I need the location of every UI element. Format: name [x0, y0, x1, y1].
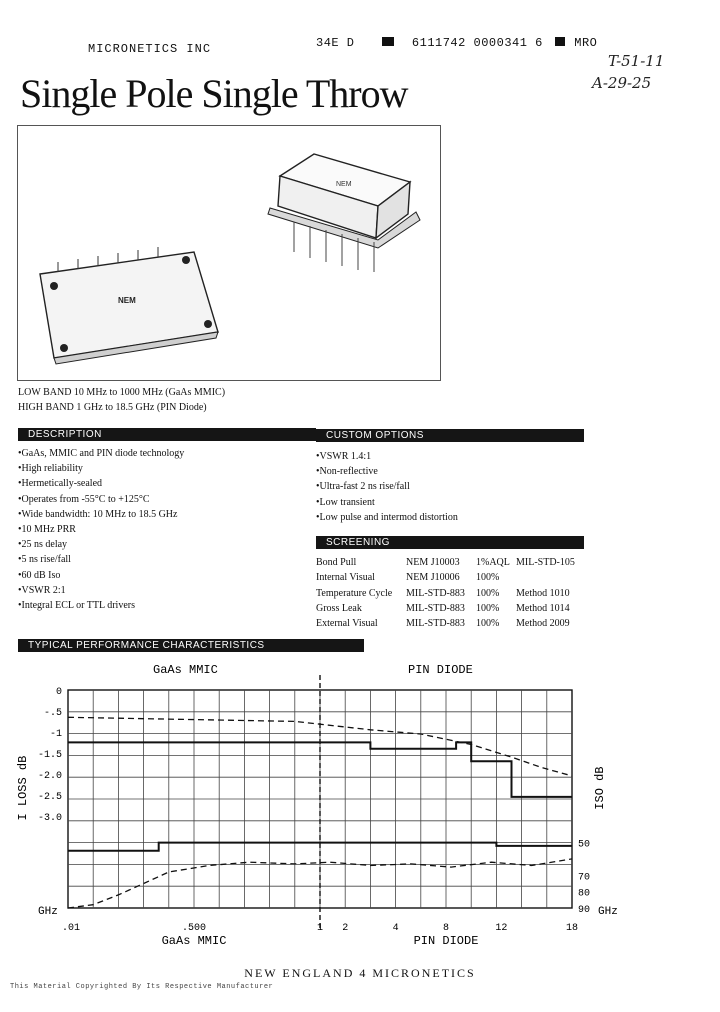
product-photo — [17, 125, 441, 381]
x-tick-left: .01 — [62, 923, 81, 934]
description-item: •VSWR 2:1 — [18, 584, 66, 596]
module-left-drawing — [40, 247, 218, 364]
custom-option-item: •VSWR 1.4:1 — [316, 451, 372, 462]
header-code-b: 6111742 0000341 6 — [411, 36, 543, 50]
screening-method: Method 2009 — [516, 618, 570, 630]
y-axis-label-right: ISO dB — [593, 766, 607, 810]
x-tick-left: 1 — [316, 923, 324, 934]
company-name: MICRONETICS INC — [88, 42, 212, 56]
x-tick-left: .500 — [181, 923, 207, 934]
screening-test: Temperature Cycle — [316, 587, 393, 599]
page-title: Single Pole Single Throw — [20, 71, 408, 116]
header-black-marker — [382, 37, 394, 46]
custom-option-item: •Ultra-fast 2 ns rise/fall — [316, 481, 410, 493]
x-tick-right: 2 — [342, 923, 349, 934]
screening-level: 100% — [476, 587, 500, 599]
y-tick-left: -3.0 — [37, 812, 62, 824]
screening-level: 100% — [476, 572, 500, 584]
header-black-marker-2 — [555, 37, 565, 46]
screening-method: MIL-STD-105 — [516, 557, 575, 568]
high-band-text: HIGH BAND 1 GHz to 18.5 GHz (PIN Diode) — [18, 402, 207, 413]
description-item: •High reliability — [18, 463, 83, 475]
y-tick-right: 90 — [578, 905, 591, 916]
y-tick-left: -1.5 — [37, 749, 62, 761]
screening-test: Internal Visual — [316, 572, 375, 584]
screening-test: External Visual — [316, 618, 378, 630]
x-unit-left: GHz — [38, 906, 58, 918]
low-band-text: LOW BAND 10 MHz to 1000 MHz (GaAs MMIC) — [18, 387, 226, 398]
description-item: •10 MHz PRR — [18, 524, 76, 536]
x-tick-right: 12 — [495, 923, 508, 934]
header-code-a: 34E D — [316, 36, 355, 50]
x-tick-right: 18 — [565, 923, 579, 934]
screening-method: Method 1010 — [516, 587, 570, 599]
screening-spec: MIL-STD-883 — [406, 602, 465, 614]
description-item: •Wide bandwidth: 10 MHz to 18.5 GHz — [18, 508, 178, 520]
x-axis-label-left: GaAs MMIC — [161, 934, 227, 948]
header-code-c: MRO — [574, 36, 598, 50]
x-tick-right: 4 — [392, 923, 399, 934]
table-row — [316, 588, 575, 603]
y-tick-left: -1 — [49, 728, 62, 740]
y-tick-left: -2.0 — [37, 770, 62, 782]
description-heading: DESCRIPTION — [18, 428, 316, 441]
module-right-label: NEM — [336, 181, 352, 188]
custom-options-heading: CUSTOM OPTIONS — [316, 429, 584, 442]
screening-test: Bond Pull — [316, 557, 357, 568]
handwritten-note-2: A-29-25 — [592, 74, 652, 92]
screening-level: 100% — [476, 618, 500, 630]
custom-options-list — [316, 449, 458, 525]
description-list — [18, 446, 184, 613]
screening-method — [516, 572, 575, 587]
description-item: •Integral ECL or TTL drivers — [18, 600, 135, 612]
screening-spec: NEM J10006 — [406, 572, 460, 584]
chart-title-left: GaAs MMIC — [153, 663, 218, 677]
screening-method: Method 1014 — [516, 602, 570, 614]
table-row — [316, 557, 575, 572]
footer-brand: NEW ENGLAND 4 MICRONETICS — [244, 966, 476, 980]
x-unit-right: GHz — [598, 906, 618, 918]
table-row — [316, 572, 575, 587]
module-left-label: NEM — [118, 296, 136, 305]
product-photo-drawing — [18, 126, 440, 380]
custom-option-item: •Non-reflective — [316, 466, 378, 478]
screening-test: Gross Leak — [316, 602, 362, 614]
screening-level: 1%AQL — [476, 557, 510, 568]
y-tick-right: 80 — [578, 888, 591, 900]
band-info — [18, 385, 225, 415]
description-item: •Hermetically-sealed — [18, 478, 103, 490]
y-axis-label-left: I LOSS dB — [16, 755, 30, 821]
table-row — [316, 603, 575, 618]
x-tick-right: 8 — [442, 923, 450, 934]
y-tick-left: -2.5 — [37, 791, 62, 803]
table-row — [316, 618, 575, 633]
custom-option-item: •Low transient — [316, 496, 375, 508]
custom-option-item: •Low pulse and intermod distortion — [316, 511, 458, 523]
typical-performance-heading: TYPICAL PERFORMANCE CHARACTERISTICS — [18, 639, 364, 652]
y-tick-right: 50 — [578, 839, 591, 851]
module-right-drawing — [268, 154, 420, 272]
description-item: •Operates from -55°C to +125°C — [18, 493, 150, 505]
y-tick-left: -.5 — [43, 707, 62, 719]
header-code-block — [316, 36, 597, 50]
handwritten-note-1: T-51-11 — [608, 52, 665, 70]
x-axis-label-right: PIN DIODE — [413, 934, 479, 948]
screening-spec: NEM J10003 — [406, 557, 460, 568]
description-item: •5 ns rise/fall — [18, 554, 71, 566]
description-item: •GaAs, MMIC and PIN diode technology — [18, 448, 185, 459]
chart-title-right: PIN DIODE — [408, 663, 473, 677]
performance-chart — [0, 655, 720, 955]
description-item: •60 dB Iso — [18, 569, 61, 581]
screening-spec: MIL-STD-883 — [406, 587, 465, 599]
y-tick-left: 0 — [55, 687, 62, 698]
screening-level: 100% — [476, 602, 500, 614]
fine-print: This Material Copyrighted By Its Respective Manufacturer — [10, 983, 274, 991]
screening-heading: SCREENING — [316, 536, 584, 549]
screening-table — [316, 557, 575, 633]
screening-spec: MIL-STD-883 — [406, 618, 465, 630]
y-tick-right: 70 — [578, 872, 591, 884]
description-item: •25 ns delay — [18, 539, 68, 551]
